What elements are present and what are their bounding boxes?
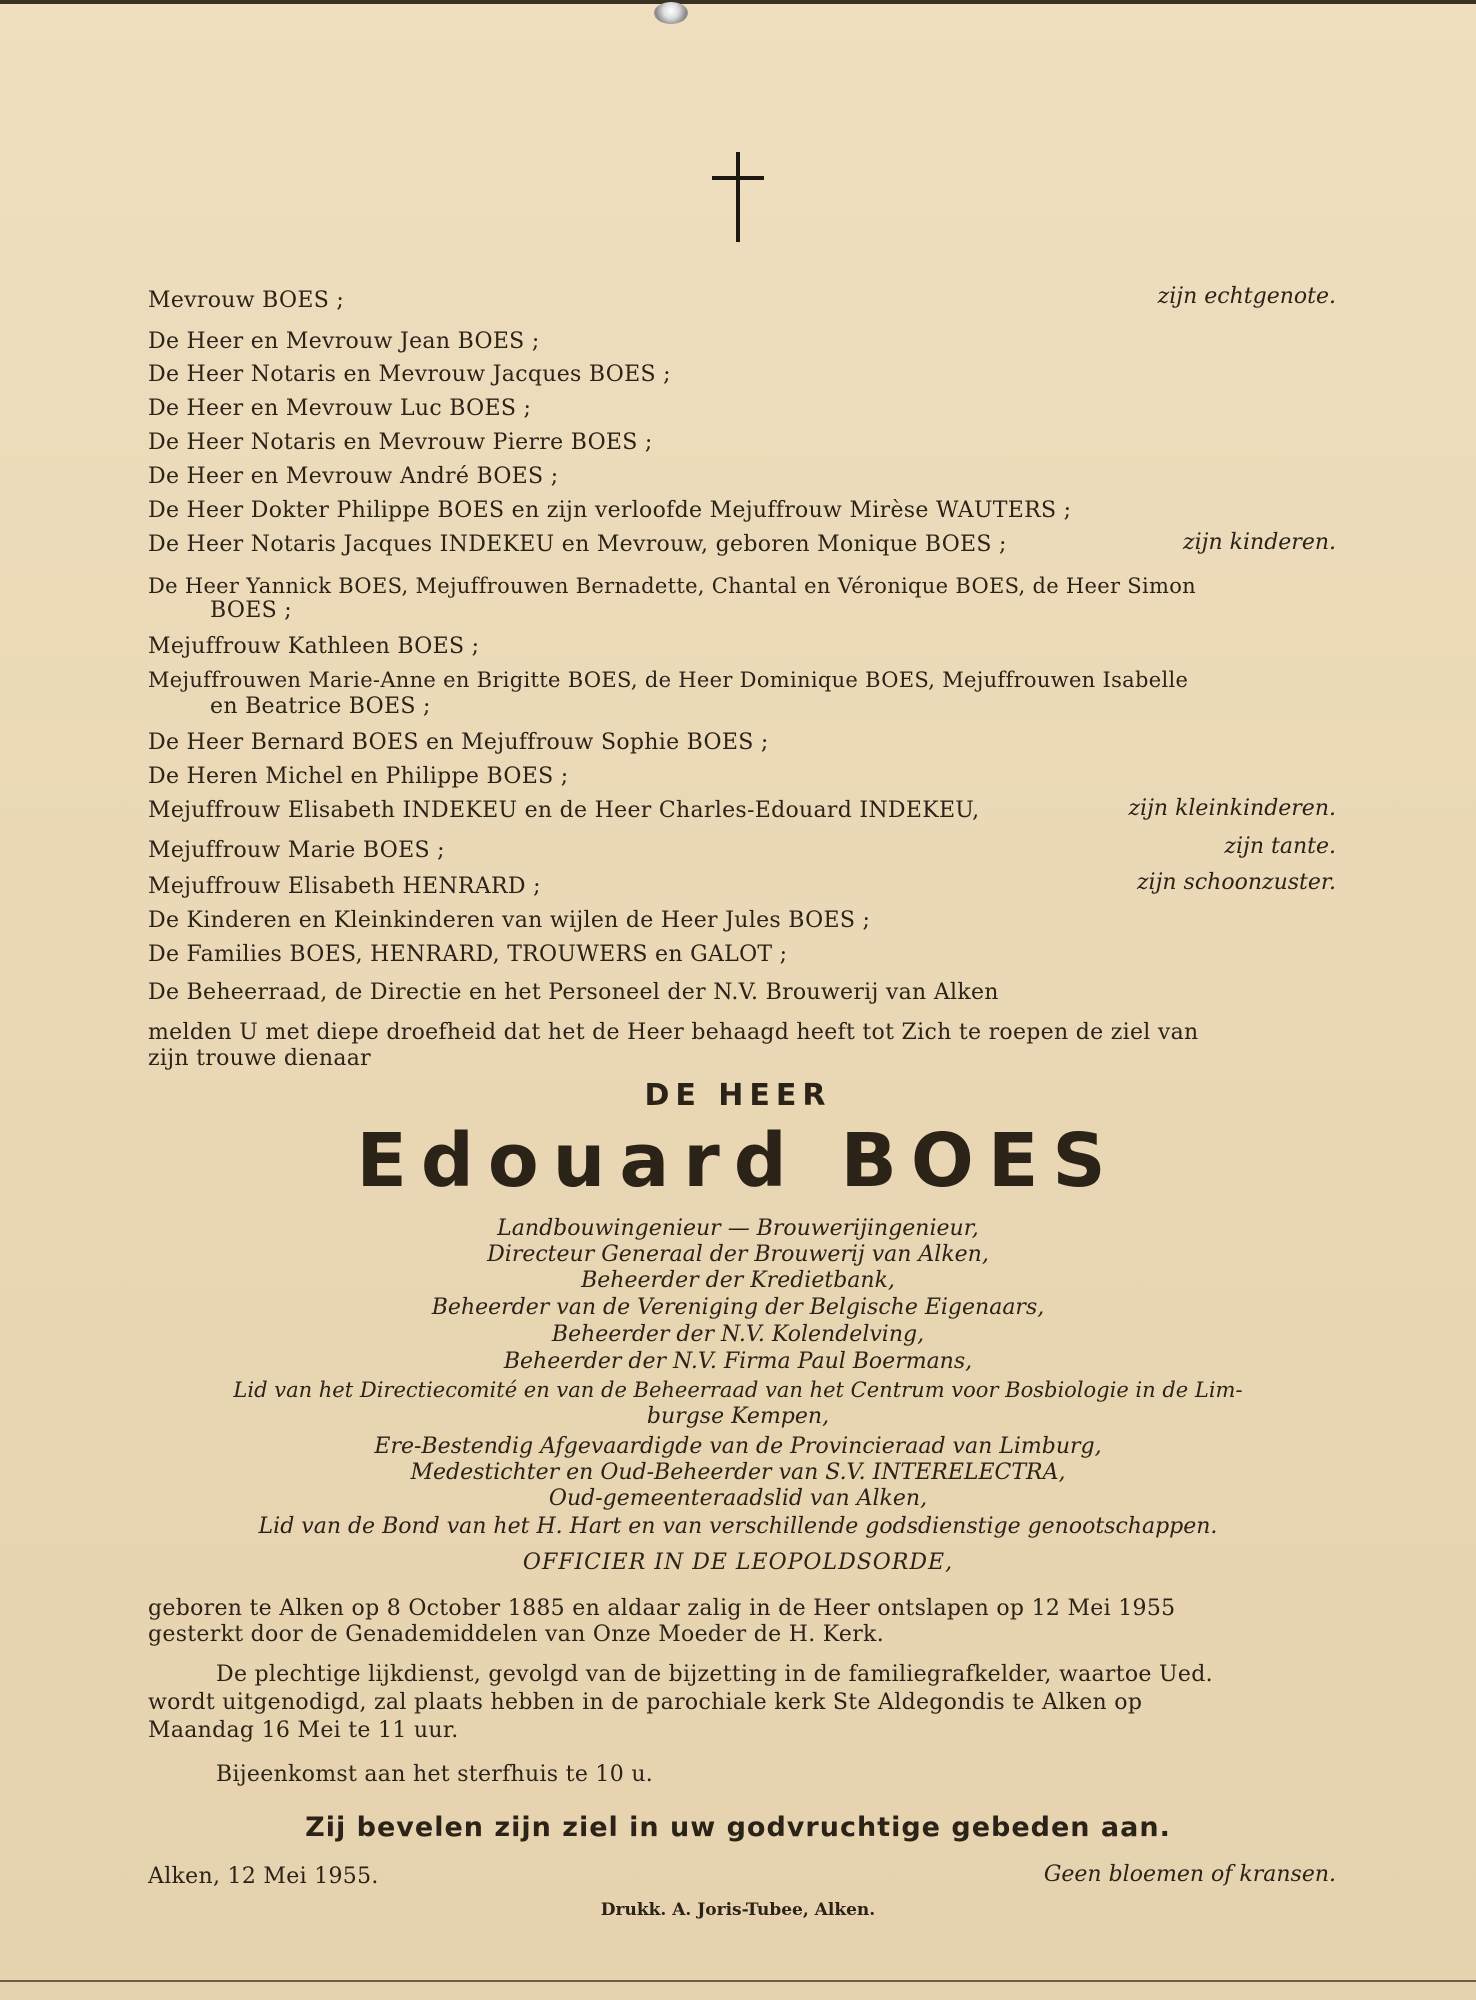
place-date: Alken, 12 Mei 1955.	[148, 1864, 379, 1889]
relative-line: De Heer en Mevrouw Jean BOES ;	[148, 329, 540, 354]
announcement-text: zijn trouwe dienaar	[148, 1046, 371, 1071]
title-line: Beheerder der N.V. Kolendelving,	[551, 1322, 925, 1347]
deceased-prefix: DE HEER	[644, 1078, 832, 1113]
title-line: Directeur Generaal der Brouwerij van Alken,	[487, 1242, 989, 1267]
relative-line: De Heer Bernard BOES en Mejuffrouw Sophie BOES ;	[148, 730, 769, 755]
title-line: Lid van het Directiecomité en van de Beheerraad van het Centrum voor Bosbiologie in de Lim-	[233, 1378, 1243, 1402]
relative-line: De Heer Notaris Jacques INDEKEU en Mevrouw, geboren Monique BOES ;	[148, 532, 1007, 557]
relative-line: De Heer Dokter Philippe BOES en zijn verloofde Mejuffrouw Mirèse WAUTERS ;	[148, 498, 1072, 523]
title-line: Beheerder van de Vereniging der Belgische Eigenaars,	[431, 1295, 1045, 1320]
gathering-text: Bijeenkomst aan het sterfhuis te 10 u.	[216, 1762, 654, 1787]
funeral-text: De plechtige lijkdienst, gevolgd van de bijzetting in de familiegrafkelder, waartoe Ued.	[216, 1662, 1213, 1687]
title-line: Beheerder der Kredietbank,	[581, 1268, 895, 1293]
title-line: Beheerder der N.V. Firma Paul Boermans,	[503, 1349, 973, 1374]
announcement-text: melden U met diepe droefheid dat het de Heer behaagd heeft tot Zich te roepen de ziel van	[148, 1020, 1199, 1045]
title-line: Lid van de Bond van het H. Hart en van verschillende godsdienstige genootschappen.	[258, 1514, 1218, 1539]
title-line: Medestichter en Oud-Beheerder van S.V. INTERELECTRA,	[410, 1460, 1066, 1485]
relative-line: De Families BOES, HENRARD, TROUWERS en GALOT ;	[148, 942, 788, 967]
relative-line: De Heer Notaris en Mevrouw Jacques BOES ;	[148, 362, 671, 387]
relative-line: De Heer Notaris en Mevrouw Pierre BOES ;	[148, 430, 653, 455]
bottom-border	[0, 1980, 1476, 1982]
relative-line: De Heer en Mevrouw Luc BOES ;	[148, 396, 532, 421]
relative-role: zijn tante.	[1224, 834, 1336, 859]
pin-hole	[654, 2, 688, 24]
title-line: Oud-gemeenteraadslid van Alken,	[548, 1486, 928, 1511]
relative-line: Mevrouw BOES ;	[148, 288, 345, 313]
deceased-name: Edouard BOES	[356, 1118, 1120, 1204]
funeral-text: Maandag 16 Mei te 11 uur.	[148, 1718, 459, 1743]
cross-icon	[712, 152, 764, 242]
printer-credit: Drukk. A. Joris-Tubee, Alken.	[600, 1900, 876, 1920]
relative-line: Mejuffrouw Marie BOES ;	[148, 838, 445, 863]
relative-role: zijn echtgenote.	[1157, 284, 1336, 309]
relative-line: Mejuffrouw Elisabeth HENRARD ;	[148, 874, 541, 899]
relative-line: Mejuffrouwen Marie-Anne en Brigitte BOES, de Heer Dominique BOES, Mejuffrouwen Isabelle	[148, 668, 1189, 692]
birth-death-text: gesterkt door de Genademiddelen van Onze Moeder de H. Kerk.	[148, 1622, 884, 1647]
relative-role: zijn schoonzuster.	[1136, 870, 1336, 895]
relative-line: De Heren Michel en Philippe BOES ;	[148, 764, 569, 789]
relative-line-continued: BOES ;	[210, 598, 292, 623]
top-border	[0, 0, 1476, 4]
relative-line: Mejuffrouw Kathleen BOES ;	[148, 634, 480, 659]
relative-line-continued: en Beatrice BOES ;	[210, 694, 431, 719]
relative-line: De Heer Yannick BOES, Mejuffrouwen Bernadette, Chantal en Véronique BOES, de Heer Simon	[148, 574, 1196, 598]
title-line: Landbouwingenieur — Brouwerijingenieur,	[497, 1216, 979, 1241]
relative-line: De Kinderen en Kleinkinderen van wijlen de Heer Jules BOES ;	[148, 908, 871, 933]
relative-role: zijn kinderen.	[1183, 530, 1336, 555]
title-line: Ere-Bestendig Afgevaardigde van de Provincieraad van Limburg,	[374, 1434, 1102, 1459]
relative-line: De Beheerraad, de Directie en het Personeel der N.V. Brouwerij van Alken	[148, 980, 999, 1005]
relative-line: De Heer en Mevrouw André BOES ;	[148, 464, 559, 489]
relative-role: zijn kleinkinderen.	[1128, 796, 1336, 821]
honor-line: OFFICIER IN DE LEOPOLDSORDE,	[522, 1550, 954, 1575]
funeral-text: wordt uitgenodigd, zal plaats hebben in de parochiale kerk Ste Aldegondis te Alken op	[148, 1690, 1143, 1715]
prayer-line: Zij bevelen zijn ziel in uw godvruchtige gebeden aan.	[305, 1812, 1171, 1843]
relative-line: Mejuffrouw Elisabeth INDEKEU en de Heer Charles-Edouard INDEKEU,	[148, 798, 980, 823]
flowers-note: Geen bloemen of kransen.	[1043, 1862, 1336, 1887]
birth-death-text: geboren te Alken op 8 October 1885 en aldaar zalig in de Heer ontslapen op 12 Mei 1955	[148, 1596, 1176, 1621]
title-line: burgse Kempen,	[646, 1404, 830, 1429]
